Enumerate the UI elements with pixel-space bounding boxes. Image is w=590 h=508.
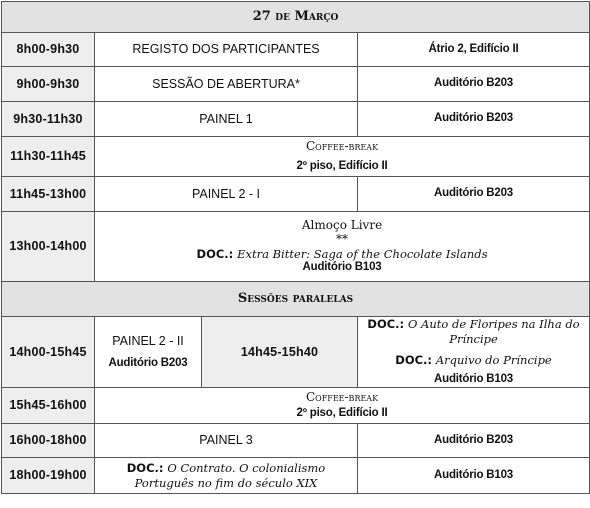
location-cell: Auditório B203 (358, 67, 590, 102)
doc-label: DOC.: (395, 352, 433, 367)
event-cell: REGISTO DOS PARTICIPANTES (95, 33, 358, 67)
lunch-label: Almoço Livre (301, 217, 383, 232)
event-cell: PAINEL 2 - I (95, 177, 358, 212)
location-cell: Auditório B203 (358, 102, 590, 137)
doc-cell (95, 458, 358, 494)
location-cell: Átrio 2, Edifício II (358, 33, 590, 67)
doc-label: DOC.: (126, 460, 164, 475)
location-cell: Auditório B203 (358, 424, 590, 458)
doc-title: Arquivo do Príncipe (435, 352, 552, 367)
time-cell: 9h00-9h30 (2, 67, 95, 102)
table-row (2, 67, 590, 102)
table-row (2, 177, 590, 212)
table-row (2, 388, 590, 424)
doc-label: DOC.: (367, 317, 405, 331)
table-row (2, 458, 590, 494)
coffee-break-cell (95, 388, 590, 424)
table-row (2, 33, 590, 67)
time-cell: 11h30-11h45 (2, 137, 95, 177)
day-header-row (2, 2, 590, 33)
schedule-table (1, 1, 590, 494)
lunch-doc-location: Auditório B103 (302, 261, 382, 274)
table-row (2, 424, 590, 458)
doc-location: Auditório B103 (434, 373, 514, 386)
event-cell: PAINEL 1 (95, 102, 358, 137)
panel-location: Auditório B203 (108, 356, 188, 369)
doc-title: O Contrato. O colonialismo Português no fim do século XIX (134, 460, 326, 490)
time-cell: 14h00-15h45 (2, 317, 95, 388)
mid-time-cell: 14h45-15h40 (202, 317, 358, 388)
coffee-break-label: Coffee-break (305, 139, 379, 154)
doc-title: O Auto de Floripes na Ilha do Príncipe (407, 317, 580, 346)
doc-title: Extra Bitter: Saga of the Chocolate Islands (237, 246, 488, 261)
location-cell: Auditório B103 (358, 458, 590, 494)
time-cell: 15h45-16h00 (2, 388, 95, 424)
time-cell: 13h00-14h00 (2, 212, 95, 282)
doc-cell (358, 317, 590, 388)
parallel-header-row (2, 282, 590, 317)
doc-label: DOC.: (196, 246, 234, 261)
coffee-break-label: Coffee-break (305, 390, 379, 405)
coffee-break-cell (95, 137, 590, 177)
event-cell: PAINEL 3 (95, 424, 358, 458)
time-cell: 16h00-18h00 (2, 424, 95, 458)
time-cell: 11h45-13h00 (2, 177, 95, 212)
event-cell: SESSÃO DE ABERTURA* (95, 67, 358, 102)
time-cell: 9h30-11h30 (2, 102, 95, 137)
time-cell: 8h00-9h30 (2, 33, 95, 67)
table-row (2, 137, 590, 177)
table-row (2, 212, 590, 282)
table-row (2, 317, 590, 388)
coffee-break-location: 2º piso, Edifício II (296, 407, 388, 420)
time-cell: 18h00-19h00 (2, 458, 95, 494)
parallel-header: Sessões paralelas (2, 282, 590, 317)
coffee-break-location: 2º piso, Edifício II (296, 159, 388, 172)
lunch-cell (95, 212, 590, 282)
panel-label: PAINEL 2 - II (112, 333, 184, 348)
location-cell: Auditório B203 (358, 177, 590, 212)
table-row (2, 102, 590, 137)
lunch-stars: ** (336, 232, 349, 247)
day-header: 27 de Março (2, 2, 590, 33)
panel-cell (95, 317, 202, 388)
